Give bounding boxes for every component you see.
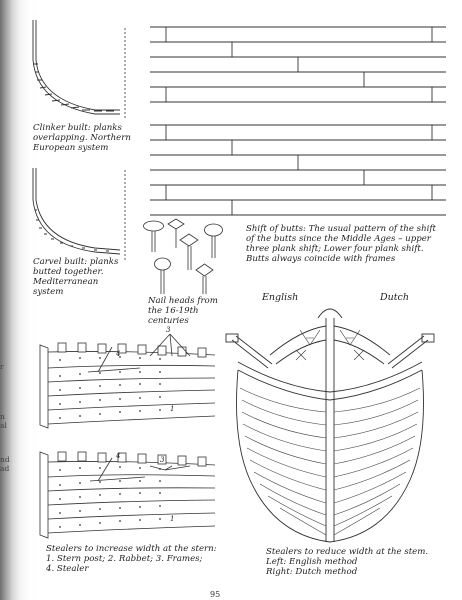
caption-nail-heads: Nail heads from the 16-19th centuries bbox=[148, 296, 218, 326]
label-stealer-number: 4 bbox=[116, 452, 121, 460]
label-dutch: Dutch bbox=[380, 292, 409, 303]
label-frames-number: 3 bbox=[166, 326, 171, 334]
margin-fragment: ad bbox=[0, 464, 10, 473]
label-english: English bbox=[262, 292, 299, 303]
caption-shift-of-butts: Shift of butts: The usual pattern of the shift of the butts since the Middle Ages – upper three plank shift; Lower four plank shift. Butts always coincide with frames bbox=[246, 224, 436, 264]
label-stealer-number: 4 bbox=[116, 350, 121, 358]
label-sternpost-number: 1 bbox=[170, 405, 175, 413]
caption-carvel-built: Carvel built: planks butted together. Mediterranean system bbox=[33, 257, 119, 297]
margin-fragment: n bbox=[0, 412, 5, 421]
caption-stealers-stern: Stealers to increase width at the stern: 1. Stern post; 2. Rabbet; 3. Frames; 4. Stealer bbox=[46, 544, 217, 574]
margin-fragment: nd bbox=[0, 455, 10, 464]
margin-fragment: r bbox=[0, 362, 4, 371]
label-sternpost-number: 1 bbox=[170, 515, 175, 523]
caption-clinker-built: Clinker built: planks overlapping. Northern European system bbox=[33, 123, 131, 153]
margin-fragment: al bbox=[0, 421, 7, 430]
page-number: 95 bbox=[210, 590, 221, 599]
caption-stealers-stem: Stealers to reduce width at the stem. Left: English method Right: Dutch method bbox=[266, 547, 429, 577]
label-frames-number: 3 bbox=[160, 456, 165, 464]
